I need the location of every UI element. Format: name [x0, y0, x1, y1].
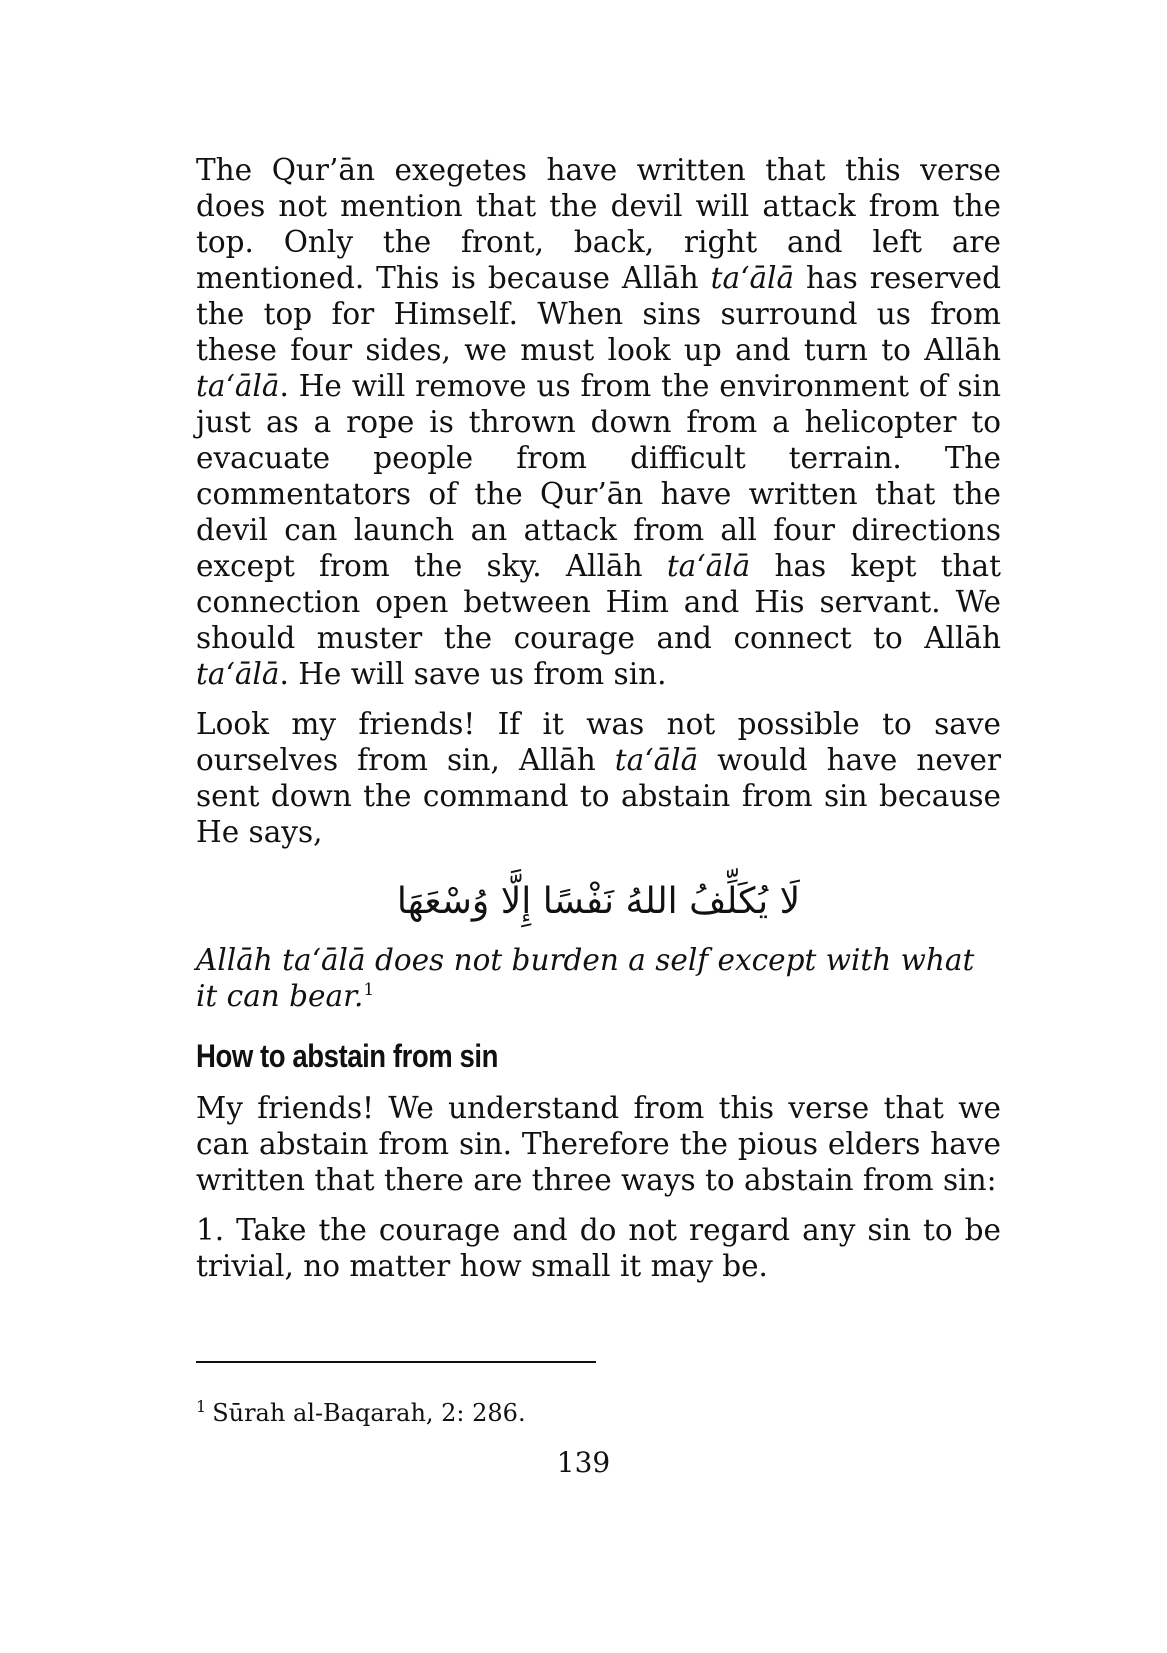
verse-translation — [196, 942, 1001, 1014]
page-number: 139 — [556, 1446, 611, 1479]
page-body — [196, 152, 1001, 1284]
verse-translation-text: Allāh ta‘ālā does not burden a self except with what it can bear. — [196, 943, 975, 1013]
italic-term: ta‘ālā — [196, 369, 280, 403]
italic-term: ta‘ālā — [196, 657, 280, 691]
italic-term: ta‘ālā — [666, 549, 751, 583]
footnote-divider — [196, 1361, 596, 1363]
italic-term: ta‘ālā — [710, 261, 795, 295]
section-heading: How to abstain from sin — [196, 1038, 499, 1074]
footnote-reference: 1 — [363, 980, 375, 1001]
footnote-text: Sūrah al-Baqarah, 2: 286. — [212, 1399, 526, 1427]
paragraph-3: My friends! We understand from this verse that we can abstain from sin. Therefore the pious elders have written that there are three ways to abstain from sin: — [196, 1091, 1001, 1197]
italic-term: ta‘ālā — [614, 743, 699, 777]
paragraph-2: Look my friends! If it was not possible to save ourselves from sin, Allāh ta‘ālā would have never sent down the command to abstain from sin because He says, — [196, 707, 1001, 849]
footnote-mark: 1 — [196, 1397, 207, 1416]
arabic-verse: لَا يُكَلِّفُ اللهُ نَفْسًا إِلَّا وُسْعَهَا — [396, 881, 801, 922]
paragraph-1: The Qur’ān exegetes have written that this verse does not mention that the devil will attack from the top. Only the front, back, right and left are mentioned. This is because Allāh ta‘ālā has reserved the top for Himself. When sins surround us from these four sides, we must look up and turn to Allāh ta‘ālā. He will remove us from the environment of sin just as a rope is thrown down from a helicopter to evacuate people from difficult terrain. The commentators of the Qur’ān have written that the devil can launch an attack from all four directions except from the sky. Allāh ta‘ālā has kept that connection open between Him and His servant. We should muster the courage and connect to Allāh ta‘ālā. He will save us from sin. — [196, 153, 1001, 691]
paragraph-4: 1. Take the courage and do not regard any sin to be trivial, no matter how small it may be. — [196, 1213, 1001, 1283]
footnote — [196, 1398, 526, 1428]
